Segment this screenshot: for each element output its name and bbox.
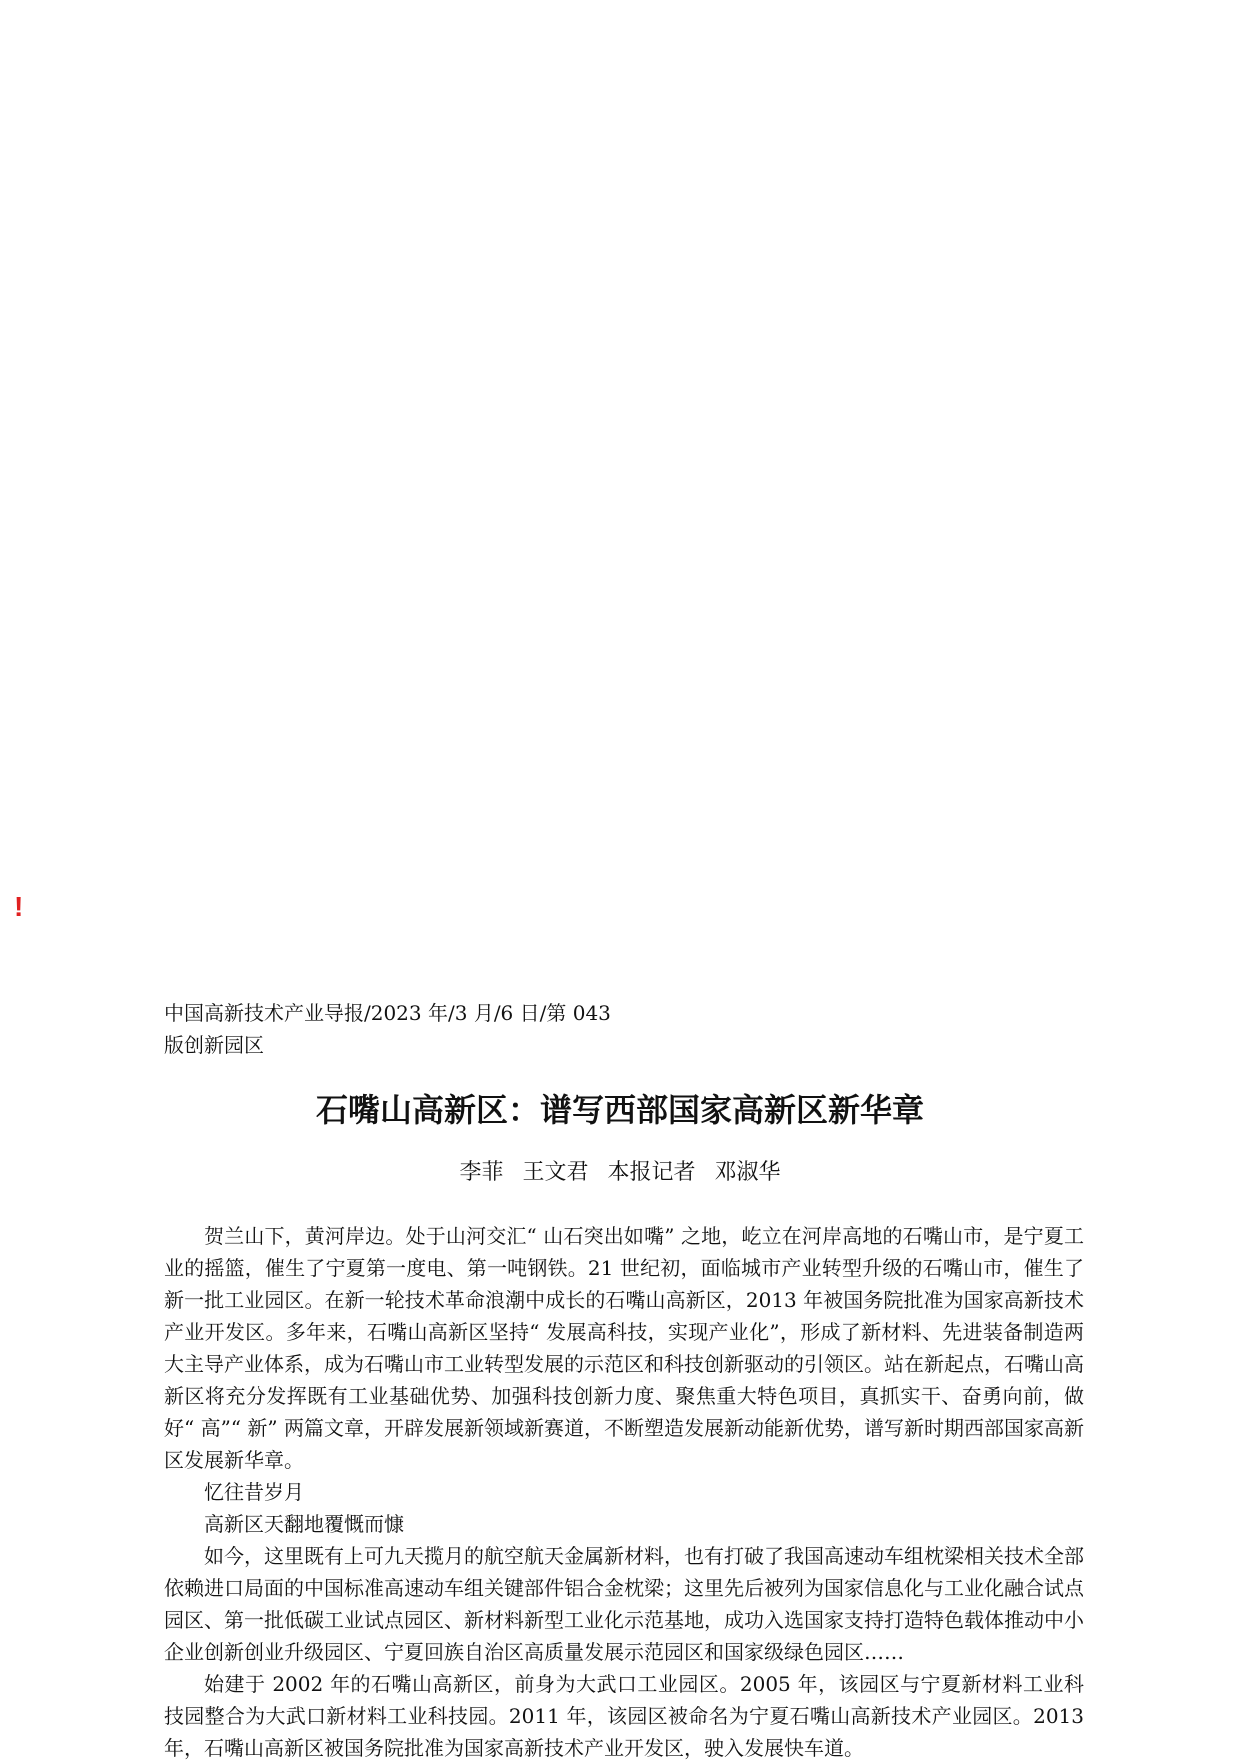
- article-authors: 李菲 王文君 本报记者 邓淑华: [459, 1160, 781, 1185]
- paragraph-achievements: 如今，这里既有上可九天揽月的航空航天金属新材料，也有打破了我国高速动车组枕梁相关技术全部依赖进口局面的中国标准高速动车组关键部件铝合金枕梁；这里先后被列为国家信息化与工业化融合试点园区、第一批低碳工业试点园区、新材料新型工业化示范基地，成功入选国家支持打造特色载体推动中小企业创新创业升级园区、宁夏回族自治区高质量发展示范园区和国家级绿色园区……: [164, 1544, 1084, 1664]
- source-citation: [164, 997, 684, 1061]
- paragraph-history: 始建于 2002 年的石嘴山高新区，前身为大武口工业园区。2005 年，该园区与宁夏新材料工业科技园整合为大武口新材料工业科技园。2011 年，该园区被命名为宁夏石嘴山高新技术产业园区。2013 年，石嘴山高新区被国务院批准为国家高新技术产业开发区，驶入发展快车道。: [164, 1672, 1084, 1760]
- article-body: [164, 1220, 1084, 1764]
- source-line-2: 版创新园区: [164, 1033, 264, 1057]
- section-heading-2: 高新区天翻地覆慨而慷: [204, 1512, 404, 1536]
- source-line-1: 中国高新技术产业导报/2023 年/3 月/6 日/第 043: [164, 1001, 611, 1025]
- section-heading-1: 忆往昔岁月: [204, 1480, 304, 1504]
- paragraph-intro: 贺兰山下，黄河岸边。处于山河交汇“ 山石突出如嘴” 之地，屹立在河岸高地的石嘴山市，是宁夏工业的摇篮，催生了宁夏第一度电、第一吨钢铁。21 世纪初，面临城市产业转型升级的石嘴山市，催生了新一批工业园区。在新一轮技术革命浪潮中成长的石嘴山高新区，2013 年被国务院批准为国家高新技术产业开发区。多年来，石嘴山高新区坚持“ 发展高科技，实现产业化”，形成了新材料、先进装备制造两大主导产业体系，成为石嘴山市工业转型发展的示范区和科技创新驱动的引领区。站在新起点，石嘴山高新区将充分发挥既有工业基础优势、加强科技创新力度、聚焦重大特色项目，真抓实干、奋勇向前，做好“ 高”“ 新” 两篇文章，开辟发展新领域新赛道，不断塑造发展新动能新优势，谱写新时期西部国家高新区发展新华章。: [164, 1224, 1084, 1472]
- article-title: 石嘴山高新区：谱写西部国家高新区新华章: [315, 1091, 924, 1129]
- red-exclamation-mark: !: [14, 891, 24, 922]
